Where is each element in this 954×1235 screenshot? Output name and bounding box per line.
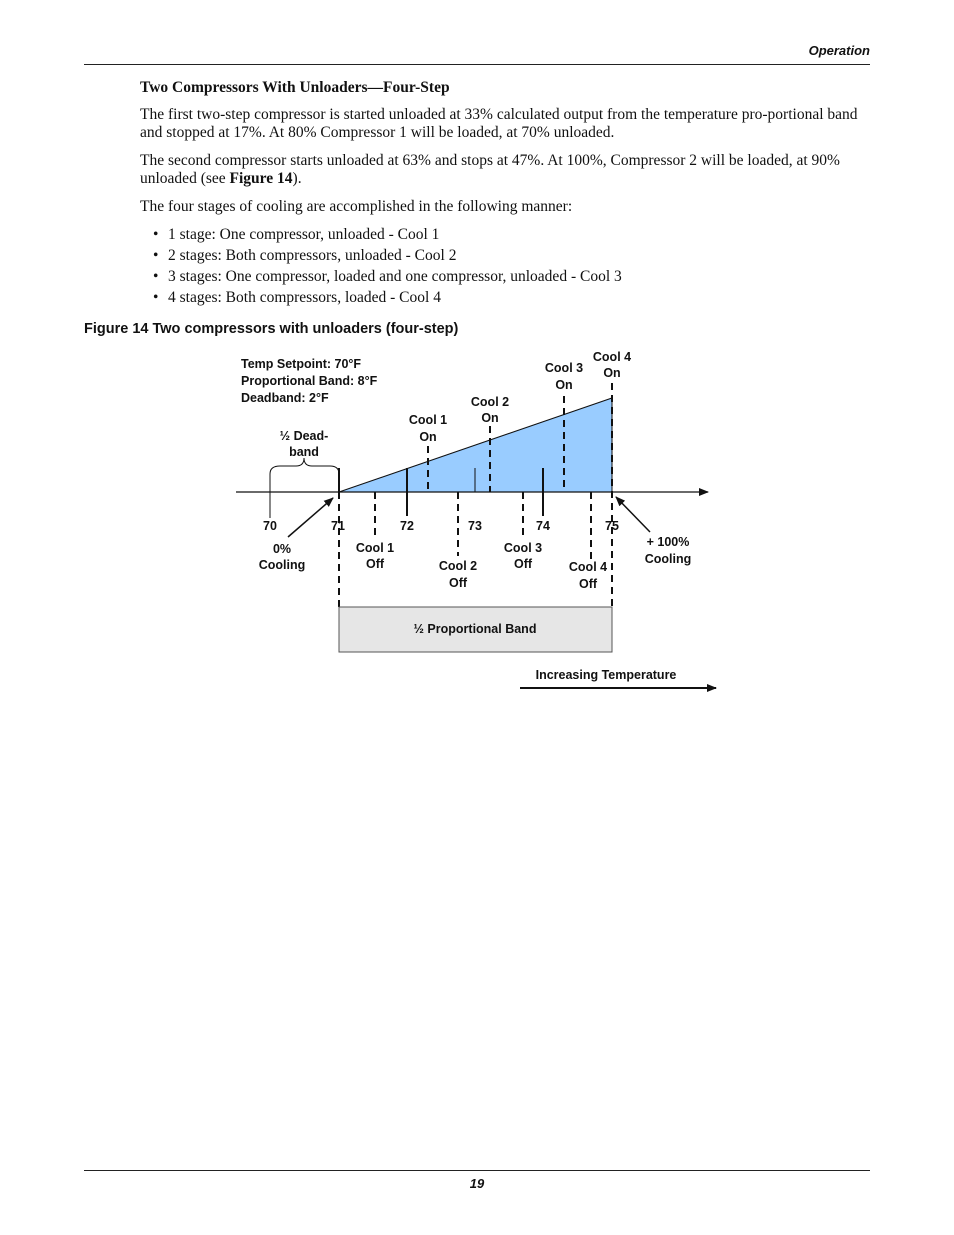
zero-cooling-arrow <box>288 498 333 537</box>
tick-label-72: 72 <box>400 519 414 533</box>
zero-cooling-label: 0% <box>272 542 292 556</box>
proportional-band-label: ½ Proportional Band <box>413 622 537 636</box>
paragraph-1: The first two-step compressor is started unloaded at 33% calculated output from the temperature pro-portional band and stopped at 17%. At 80% Compressor 1 will be loaded, at 70% unloaded. <box>140 106 858 141</box>
tick-label-73: 73 <box>468 519 482 533</box>
cool1-on-label-2: On <box>419 430 437 444</box>
footer-rule <box>84 1170 870 1171</box>
tick-label-71: 71 <box>331 519 345 533</box>
list-item-text: 1 stage: One compressor, unloaded - Cool 1 <box>168 226 440 243</box>
page-number: 19 <box>469 1176 485 1191</box>
cool2-off-label: Cool 2 <box>438 559 478 573</box>
cool4-on-label: Cool 4 <box>592 350 632 364</box>
cool3-off-label-2: Off <box>513 557 533 571</box>
cool1-off-label-2: Off <box>365 557 385 571</box>
cool3-off-label: Cool 3 <box>503 541 543 555</box>
zero-cooling-label-2: Cooling <box>258 558 306 572</box>
cool1-off-label: Cool 1 <box>355 541 395 555</box>
bullet-icon: • <box>153 226 159 243</box>
paragraph-2-text: The second compressor starts unloaded at 63% and stops at 47%. At 100%, Compressor 2 will be loaded, at 90% unloaded (see <box>140 152 840 187</box>
bullet-icon: • <box>153 268 159 285</box>
deadband-setting: Deadband: 2°F <box>241 391 329 405</box>
bullet-icon: • <box>153 289 159 306</box>
full-cooling-label: + 100% <box>646 535 690 549</box>
cool2-on-label: Cool 2 <box>470 395 510 409</box>
running-header: Operation <box>808 43 870 58</box>
cool3-on-label-2: On <box>555 378 573 392</box>
section-heading: Two Compressors With Unloaders—Four-Step <box>140 79 450 96</box>
setpoint-label: Temp Setpoint: 70°F <box>241 357 362 371</box>
tick-label-70: 70 <box>263 519 277 533</box>
deadband-label: ½ Dead- <box>279 429 329 443</box>
paragraph-3: The four stages of cooling are accomplished in the following manner: <box>140 198 573 215</box>
tick-label-75: 75 <box>605 519 619 533</box>
list-item-text: 3 stages: One compressor, loaded and one compressor, unloaded - Cool 3 <box>168 268 622 285</box>
figure-caption: Figure 14 Two compressors with unloaders (four-step) <box>84 321 459 337</box>
proportional-band-setting: Proportional Band: 8°F <box>241 374 378 388</box>
list-item-text: 4 stages: Both compressors, loaded - Cool 4 <box>168 289 441 306</box>
deadband-label-2: band <box>289 445 319 459</box>
cool4-off-label: Cool 4 <box>568 560 608 574</box>
list-item-text: 2 stages: Both compressors, unloaded - Cool 2 <box>168 247 457 264</box>
bullet-icon: • <box>153 247 159 264</box>
cool2-off-label-2: Off <box>448 576 468 590</box>
cool4-off-label-2: Off <box>578 577 598 591</box>
full-cooling-label-2: Cooling <box>644 552 692 566</box>
full-cooling-arrow <box>616 497 650 532</box>
deadband-brace <box>270 458 339 492</box>
cool3-on-label: Cool 3 <box>544 361 584 375</box>
tick-label-74: 74 <box>536 519 550 533</box>
paragraph-2-end: ). <box>292 170 302 187</box>
cool1-on-label: Cool 1 <box>408 413 448 427</box>
cool4-on-label-2: On <box>603 366 621 380</box>
increasing-temperature-label: Increasing Temperature <box>535 668 677 682</box>
cool2-on-label-2: On <box>481 411 499 425</box>
figure-reference: Figure 14 <box>229 170 293 187</box>
